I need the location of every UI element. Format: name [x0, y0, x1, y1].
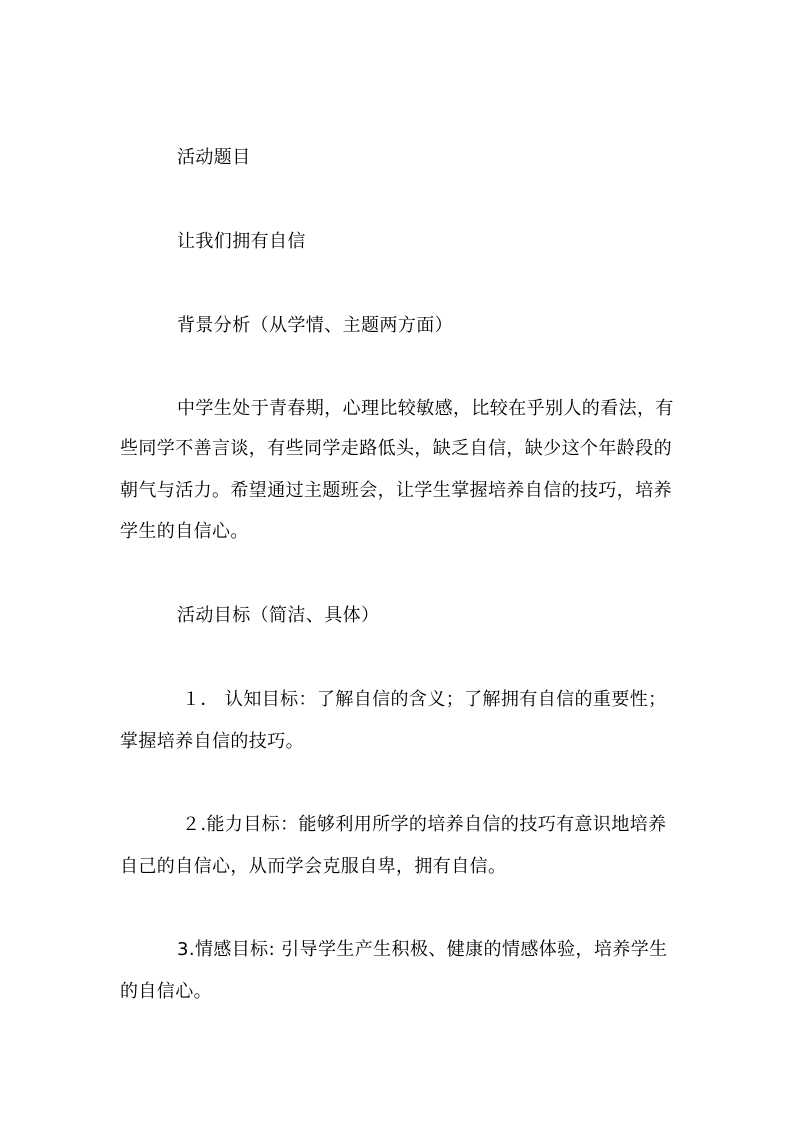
activity-topic-title: 让我们拥有自信 [177, 231, 306, 252]
paragraph-line: １． 认知目标：了解自信的含义；了解拥有自信的重要性； [182, 689, 667, 710]
paragraph-line: 3.情感目标: 引导学生产生积极、健康的情感体验，培养学生 [177, 939, 668, 960]
paragraph-line: 掌握培养自信的技巧。 [120, 731, 304, 752]
paragraph-line: 些同学不善言谈，有些同学走路低头，缺乏自信，缺少这个年龄段的 [120, 438, 672, 459]
paragraph-line: 中学生处于青春期，心理比较敏感，比较在乎别人的看法，有 [177, 398, 674, 419]
paragraph-line: 自己的自信心，从而学会克服自卑，拥有自信。 [120, 856, 507, 877]
paragraph-line: 的自信心。 [120, 981, 212, 1002]
background-heading: 背景分析（从学情、主题两方面） [177, 315, 453, 336]
activity-topic-heading: 活动题目 [177, 147, 251, 168]
paragraph-line: ２.能力目标：能够利用所学的培养自信的技巧有意识地培养 [182, 814, 667, 835]
goals-heading: 活动目标（简洁、具体） [177, 605, 380, 626]
paragraph-line: 学生的自信心。 [120, 521, 249, 542]
paragraph-line: 朝气与活力。希望通过主题班会，让学生掌握培养自信的技巧，培养 [120, 480, 672, 501]
